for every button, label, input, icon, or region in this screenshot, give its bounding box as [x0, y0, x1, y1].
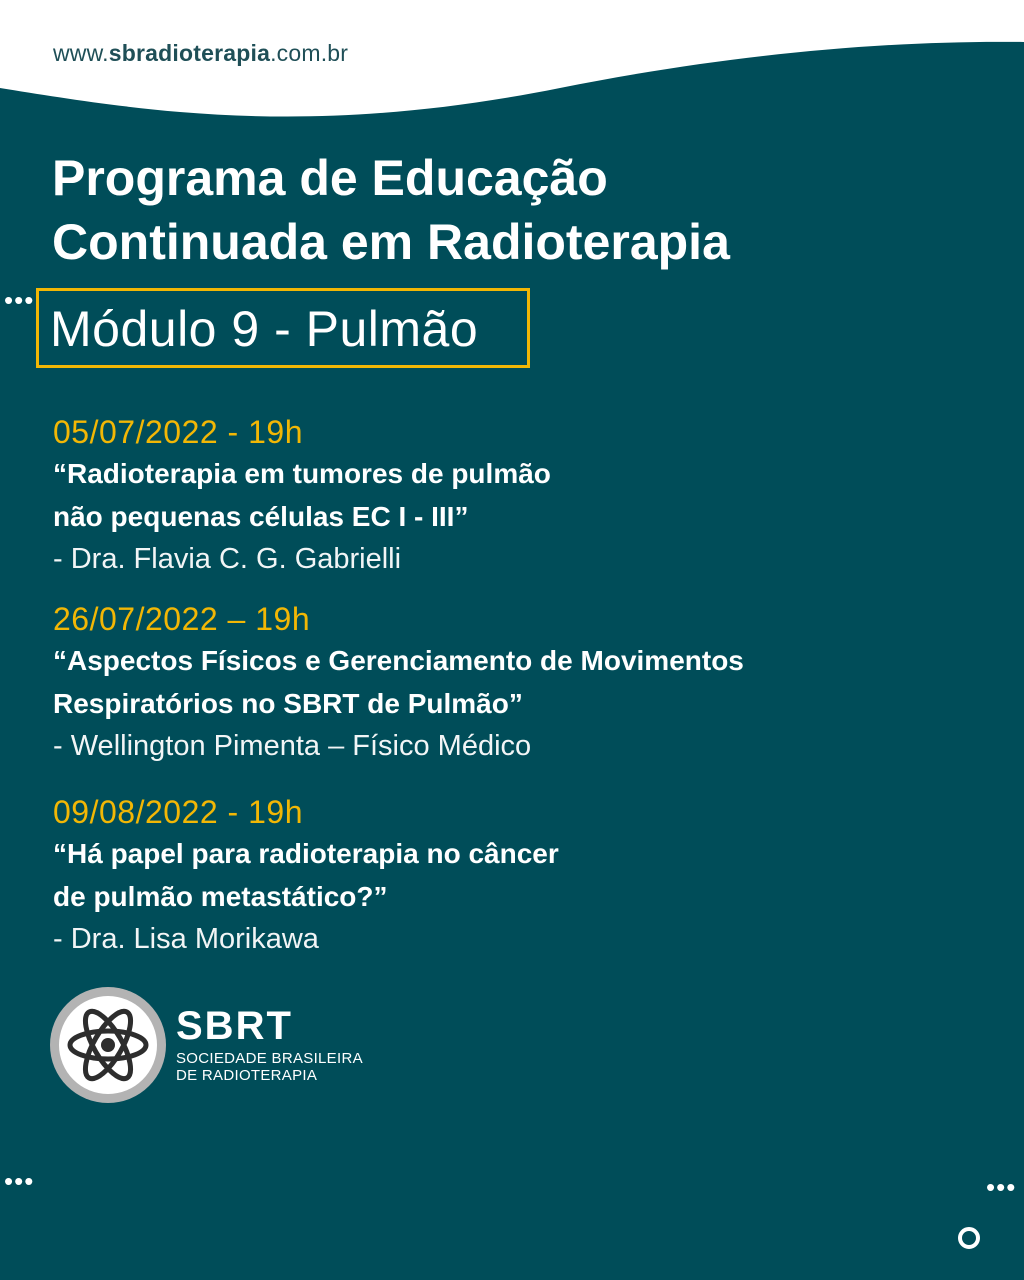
event-talk — [53, 452, 551, 538]
url-suffix: .com.br — [270, 40, 349, 66]
talk-line-1: “Há papel para radioterapia no câncer — [53, 838, 559, 869]
talk-line-2: não pequenas células EC I - III” — [53, 501, 469, 532]
brand-full-name — [176, 1050, 363, 1084]
dots-decoration-left-bottom: ••• — [4, 1166, 35, 1196]
event-speaker: - Wellington Pimenta – Físico Médico — [53, 730, 532, 762]
brand-abbreviation: SBRT — [176, 1004, 293, 1048]
brand-name-line-2: DE RADIOTERAPIA — [176, 1067, 318, 1084]
url-domain: sbradioterapia — [108, 40, 271, 66]
event-item — [53, 412, 551, 581]
title-line-2: Continuada em Radioterapia — [52, 214, 730, 270]
talk-line-1: “Radioterapia em tumores de pulmão — [53, 458, 551, 489]
talk-line-1: “Aspectos Físicos e Gerenciamento de Movimentos — [53, 645, 744, 676]
talk-line-2: de pulmão metastático?” — [53, 881, 388, 912]
dots-decoration-right-bottom: ••• — [986, 1172, 1017, 1202]
event-talk — [53, 639, 744, 725]
url-prefix: www. — [53, 40, 109, 66]
event-item — [53, 599, 744, 768]
event-speaker: - Dra. Lisa Morikawa — [53, 923, 319, 955]
event-speaker: - Dra. Flavia C. G. Gabrielli — [53, 543, 402, 575]
dots-decoration-left-top: ••• — [4, 285, 35, 315]
event-talk — [53, 832, 559, 918]
event-date: 09/08/2022 - 19h — [53, 794, 303, 830]
circle-icon — [958, 1227, 980, 1249]
event-date: 05/07/2022 - 19h — [53, 414, 303, 450]
event-item — [53, 792, 559, 961]
atom-icon — [49, 986, 167, 1104]
talk-line-2: Respiratórios no SBRT de Pulmão” — [53, 688, 523, 719]
page-title — [52, 146, 730, 274]
brand-block — [176, 1006, 363, 1084]
event-date: 26/07/2022 – 19h — [53, 601, 311, 637]
module-title: Módulo 9 - Pulmão — [50, 301, 479, 357]
website-url[interactable] — [53, 40, 348, 67]
brand-name-line-1: SOCIEDADE BRASILEIRA — [176, 1050, 363, 1067]
title-line-1: Programa de Educação — [52, 150, 608, 206]
